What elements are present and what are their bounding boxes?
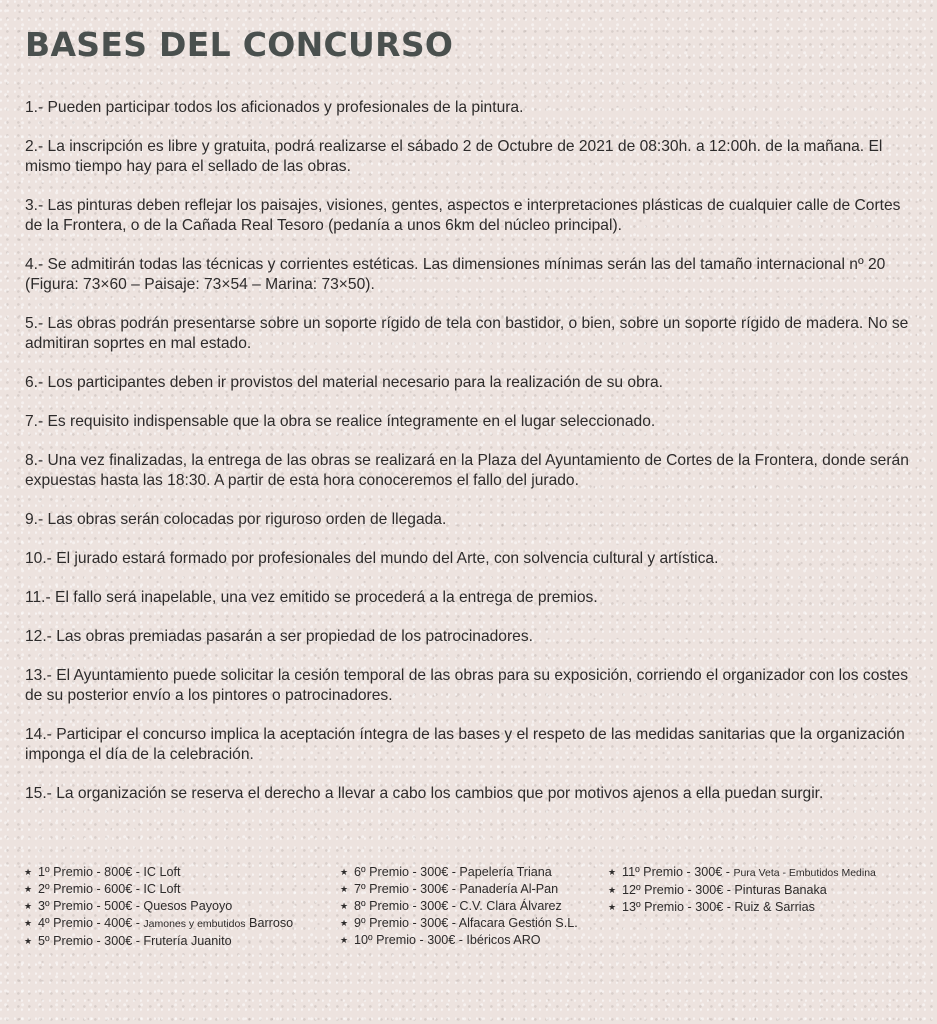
prize-item bbox=[24, 915, 293, 933]
prize-text: 5º Premio - 300€ - Frutería Juanito bbox=[38, 934, 232, 948]
rule-item: 1.- Pueden participar todos los aficionados y profesionales de la pintura. bbox=[25, 99, 524, 116]
prize-text-small: Pura Veta - Embutidos Medina bbox=[733, 867, 876, 879]
prize-text: 9º Premio - 300€ - Alfacara Gestión S.L. bbox=[354, 916, 578, 930]
rule-item: 8.- Una vez finalizadas, la entrega de las obras se realizará en la Plaza del Ayuntamiento de Cortes de la Frontera, donde serán expuestas hasta las 18:30. A partir de esta hora conoceremos el fallo del jurado. bbox=[25, 452, 909, 489]
prize-text: 1º Premio - 800€ - IC Loft bbox=[38, 865, 181, 879]
rule-item: 14.- Participar el concurso implica la aceptación íntegra de las bases y el respeto de las medidas sanitarias que la organización imponga el día de la celebración. bbox=[25, 726, 905, 763]
prize-text-tail: Barroso bbox=[245, 916, 294, 930]
star-bullet-icon: ★ bbox=[24, 936, 33, 946]
rule-item: 15.- La organización se reserva el derecho a llevar a cabo los cambios que por motivos ajenos a ella puedan surgir. bbox=[25, 785, 824, 802]
prize-list-column-2 bbox=[340, 864, 578, 949]
star-bullet-icon: ★ bbox=[608, 885, 617, 895]
prize-item bbox=[608, 864, 876, 882]
star-bullet-icon: ★ bbox=[340, 918, 349, 928]
rule-item: 11.- El fallo será inapelable, una vez emitido se procederá a la entrega de premios. bbox=[25, 589, 598, 606]
rule-item: 4.- Se admitirán todas las técnicas y corrientes estéticas. Las dimensiones mínimas serán las del tamaño internacional nº 20 (Figura: 73×60 – Paisaje: 73×54 – Marina: 73×50). bbox=[25, 256, 886, 293]
prize-item bbox=[24, 864, 293, 881]
rule-item: 13.- El Ayuntamiento puede solicitar la cesión temporal de las obras para su exposición, corriendo el organizador con los costes de su posterior envío a los pintores o patrocinadores. bbox=[25, 667, 908, 704]
star-bullet-icon: ★ bbox=[608, 867, 617, 877]
star-bullet-icon: ★ bbox=[24, 867, 33, 877]
prize-text-small: Jamones y embutidos bbox=[143, 918, 246, 930]
prize-item bbox=[24, 933, 293, 950]
prize-item bbox=[340, 881, 578, 898]
prize-item bbox=[608, 899, 876, 916]
star-bullet-icon: ★ bbox=[340, 901, 349, 911]
star-bullet-icon: ★ bbox=[340, 935, 349, 945]
prize-text: 13º Premio - 300€ - Ruiz & Sarrias bbox=[622, 900, 815, 914]
rule-item: 3.- Las pinturas deben reflejar los paisajes, visiones, gentes, aspectos e interpretaciones plásticas de cualquier calle de Cortes de la Frontera, o de la Cañada Real Tesoro (pedanía a unos 6km del núcleo principal). bbox=[25, 197, 901, 234]
star-bullet-icon: ★ bbox=[24, 901, 33, 911]
prize-item bbox=[340, 898, 578, 915]
rule-item: 10.- El jurado estará formado por profesionales del mundo del Arte, con solvencia cultural y artística. bbox=[25, 550, 719, 567]
star-bullet-icon: ★ bbox=[608, 902, 617, 912]
rule-item: 12.- Las obras premiadas pasarán a ser propiedad de los patrocinadores. bbox=[25, 628, 533, 645]
prize-item bbox=[340, 932, 578, 949]
prize-text: 4º Premio - 400€ - bbox=[38, 916, 144, 930]
prize-item bbox=[608, 882, 876, 899]
prize-list-column-3 bbox=[608, 864, 876, 916]
rule-item: 6.- Los participantes deben ir provistos del material necesario para la realización de su obra. bbox=[25, 374, 663, 391]
star-bullet-icon: ★ bbox=[340, 867, 349, 877]
prize-text: 2º Premio - 600€ - IC Loft bbox=[38, 882, 181, 896]
prize-item bbox=[24, 898, 293, 915]
rules-list bbox=[25, 98, 915, 823]
prize-text: 10º Premio - 300€ - Ibéricos ARO bbox=[354, 933, 541, 947]
prize-item bbox=[340, 915, 578, 932]
prize-text: 7º Premio - 300€ - Panadería Al-Pan bbox=[354, 882, 559, 896]
star-bullet-icon: ★ bbox=[24, 884, 33, 894]
prize-text: 8º Premio - 300€ - C.V. Clara Álvarez bbox=[354, 899, 562, 913]
prize-text: 12º Premio - 300€ - Pinturas Banaka bbox=[622, 883, 827, 897]
rule-item: 5.- Las obras podrán presentarse sobre un soporte rígido de tela con bastidor, o bien, sobre un soporte rígido de madera. No se admitiran soprtes en mal estado. bbox=[25, 315, 909, 352]
prize-item bbox=[24, 881, 293, 898]
star-bullet-icon: ★ bbox=[24, 918, 33, 928]
prize-list-column-1 bbox=[24, 864, 293, 950]
rule-item: 7.- Es requisito indispensable que la obra se realice íntegramente en el lugar seleccionado. bbox=[25, 413, 656, 430]
star-bullet-icon: ★ bbox=[340, 884, 349, 894]
prize-item bbox=[340, 864, 578, 881]
prize-text: 6º Premio - 300€ - Papelería Triana bbox=[354, 865, 552, 879]
rule-item: 2.- La inscripción es libre y gratuita, podrá realizarse el sábado 2 de Octubre de 2021 de 08:30h. a 12:00h. de la mañana. El mismo tiempo hay para el sellado de las obras. bbox=[25, 138, 883, 175]
prize-text: 3º Premio - 500€ - Quesos Payoyo bbox=[38, 899, 233, 913]
rule-item: 9.- Las obras serán colocadas por riguroso orden de llegada. bbox=[25, 511, 447, 528]
prize-text: 11º Premio - 300€ - bbox=[622, 865, 734, 879]
page-title: BASES DEL CONCURSO bbox=[25, 25, 454, 64]
